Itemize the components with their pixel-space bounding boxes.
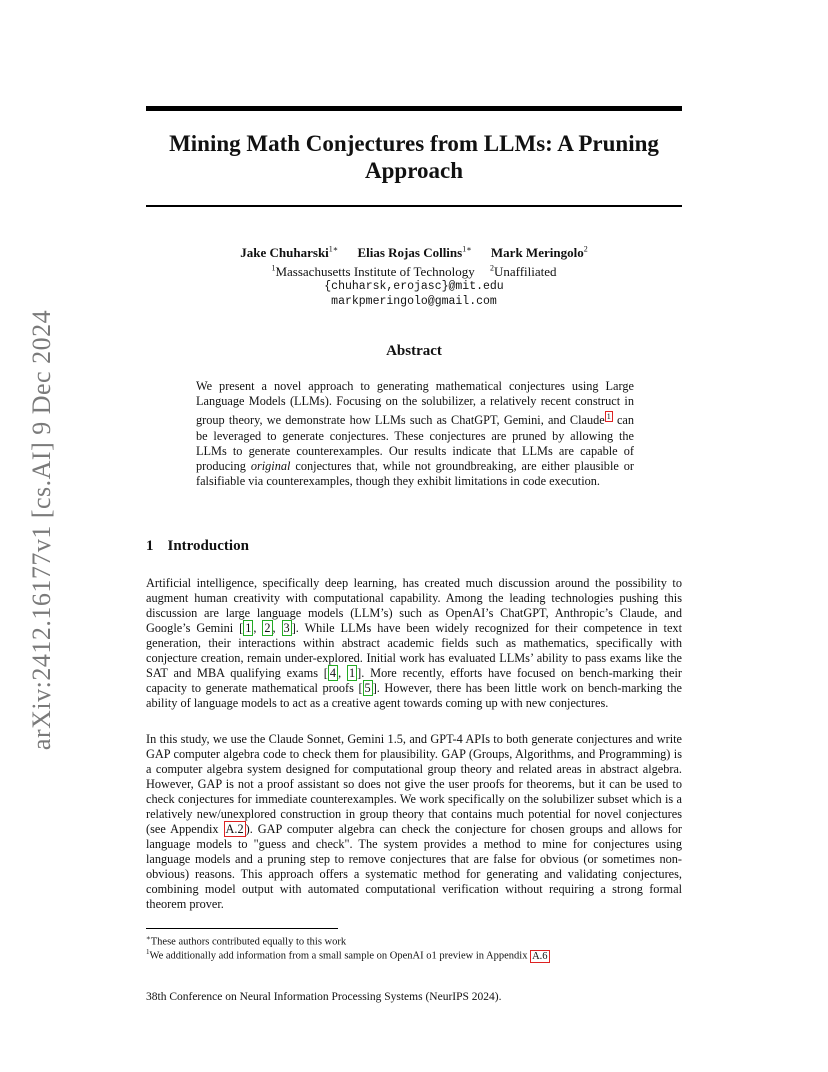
email-2[interactable]: markpmeringolo@gmail.com: [331, 294, 497, 308]
abstract-part-2: can be leveraged to generate conjectures. These conjectures are pruned by allowing the LLMs to generate counterexamples. Our results indicate that LLMs are capable of producing: [196, 413, 635, 474]
arxiv-stamp-text: arXiv:2412.16177v1 [cs.AI] 9 Dec 2024: [27, 309, 56, 751]
author-3-mark: 2: [583, 245, 588, 254]
author-block: [146, 242, 682, 309]
section-number: 1: [146, 538, 154, 554]
intro-paragraph-1: [146, 576, 682, 711]
title-line-2: Approach: [365, 158, 463, 183]
arxiv-stamp: [18, 300, 66, 760]
p1-part-3: ]. More recently, efforts have focused on bench-marking their capacity to generate mathematical proofs [: [146, 666, 682, 695]
footnote-rule: [146, 928, 338, 929]
affiliation-2-mark: 2: [489, 263, 494, 273]
conference-footer: 38th Conference on Neural Information Processing Systems (NeurIPS 2024).: [146, 991, 502, 1003]
footnote-text: These authors contributed equally to this work: [150, 936, 347, 948]
footnote-text: We additionally add information from a small sample on OpenAI o1 preview in Appendix: [149, 950, 531, 962]
author-1-name: Jake Chuharski: [240, 245, 329, 261]
author-1: [240, 245, 338, 260]
affiliation-2-name: Unaffiliated: [493, 263, 557, 279]
citation-link[interactable]: 1: [245, 621, 252, 635]
p1-sep-1: ,: [253, 621, 263, 635]
section-heading-introduction: [146, 538, 249, 555]
citation-link[interactable]: 1: [348, 666, 356, 680]
affiliation-2: [490, 264, 557, 279]
p1-part-2: ]. While LLMs have been widely recognized for their competence in text generation, their interactions within abstract academic fields such as mathematics, specifically with conjecture creation, remain under-explored. Initial work has evaluated LLMs’ ability to pass exams like the SAT and MBA qualifying exams [: [146, 621, 682, 680]
author-1-mark: 1∗: [328, 245, 339, 254]
author-3: [491, 245, 588, 260]
abstract-part-1: We present a novel approach to generating mathematical conjectures using Large Language Models (LLMs). Focusing on the solubilizer, a relatively recent construct in group theory, we demonstrate how LLMs such as ChatGPT, Gemini, and Claude: [196, 379, 634, 428]
affiliation-1: [271, 264, 474, 279]
section-title: Introduction: [167, 538, 249, 554]
paper-title: [146, 130, 682, 184]
abstract-heading: Abstract: [386, 343, 442, 359]
author-2-mark: 1∗: [462, 245, 472, 254]
author-2: [357, 245, 471, 260]
title-rule-top: [146, 106, 682, 111]
author-2-name: Elias Rojas Collins: [357, 245, 463, 261]
p1-sep-2: ,: [272, 621, 282, 635]
p1-part-1: Artificial intelligence, specifically deep learning, has created much discussion around the possibility to augment human creativity with computational capability. Among the leading technologies pushing this discussion are large language models (LLM’s) such as OpenAI’s ChatGPT, Anthropic’s Claude, and Google’s Gemini [: [146, 576, 682, 635]
abstract-part-3: conjectures that, while not groundbreaking, are either plausible or falsifiable via counterexamples, though they exhibit limitations in code execution.: [196, 459, 635, 489]
citation-link[interactable]: 3: [283, 621, 290, 635]
appendix-link[interactable]: A.2: [225, 822, 244, 836]
p2-part-2: ). GAP computer algebra can check the conjecture for chosen groups and allows for language models to "guess and check". The system provides a method to mine for conjectures using language models and a pruning step to remove conjectures that are false for obvious (or sometimes non-obvious) reasons. This approach offers a systematic method for generating and validating conjectures, combining model output with automated computational verification without requiring a strong formal theorem prover.: [146, 822, 682, 911]
citation-link[interactable]: 4: [329, 666, 337, 680]
abstract-emphasis: original: [250, 459, 291, 474]
title-line-1: Mining Math Conjectures from LLMs: A Pruning: [169, 131, 659, 156]
footnote-1: [146, 946, 550, 963]
footnote-mark: 1: [146, 948, 150, 956]
p1-part-4: ]. However, there has been little work on bench-marking the ability of language models to act as a creative agent towards coming up with new conjectures.: [146, 681, 682, 710]
footnote-mark: ∗: [146, 934, 151, 942]
p2-part-1: In this study, we use the Claude Sonnet, Gemini 1.5, and GPT-4 APIs to both generate conjectures and write GAP computer algebra code to check them for plausibility. GAP (Groups, Algorithms, and Programming) is a computer algebra system designed for computational group theory and related areas in abstract algebra. However, GAP is not a proof assistant so does not give the user proofs for theorems, but it can be used to check conjectures for immediate counterexamples. We work specifically on the solubilizer subset which is a relatively new/unexplored construction in group theory that contains much potential for novel conjectures (see Appendix: [146, 732, 682, 836]
abstract-text: [196, 379, 634, 490]
email-1[interactable]: {chuharsk,erojasc}@mit.edu: [324, 279, 504, 293]
footnote-1-link[interactable]: 1: [606, 412, 611, 422]
p1-sep-3: ,: [338, 666, 347, 680]
citation-link[interactable]: 2: [264, 621, 271, 635]
affiliation-1-mark: 1: [271, 263, 276, 273]
author-names: [146, 242, 682, 260]
author-3-name: Mark Meringolo: [490, 245, 584, 261]
title-rule-bottom: [146, 205, 682, 207]
intro-paragraph-2: [146, 732, 682, 912]
affiliation-1-name: Massachusetts Institute of Technology: [275, 263, 475, 279]
appendix-link[interactable]: A.6: [532, 950, 548, 962]
affiliations: [146, 260, 682, 278]
citation-link[interactable]: 5: [364, 681, 371, 695]
